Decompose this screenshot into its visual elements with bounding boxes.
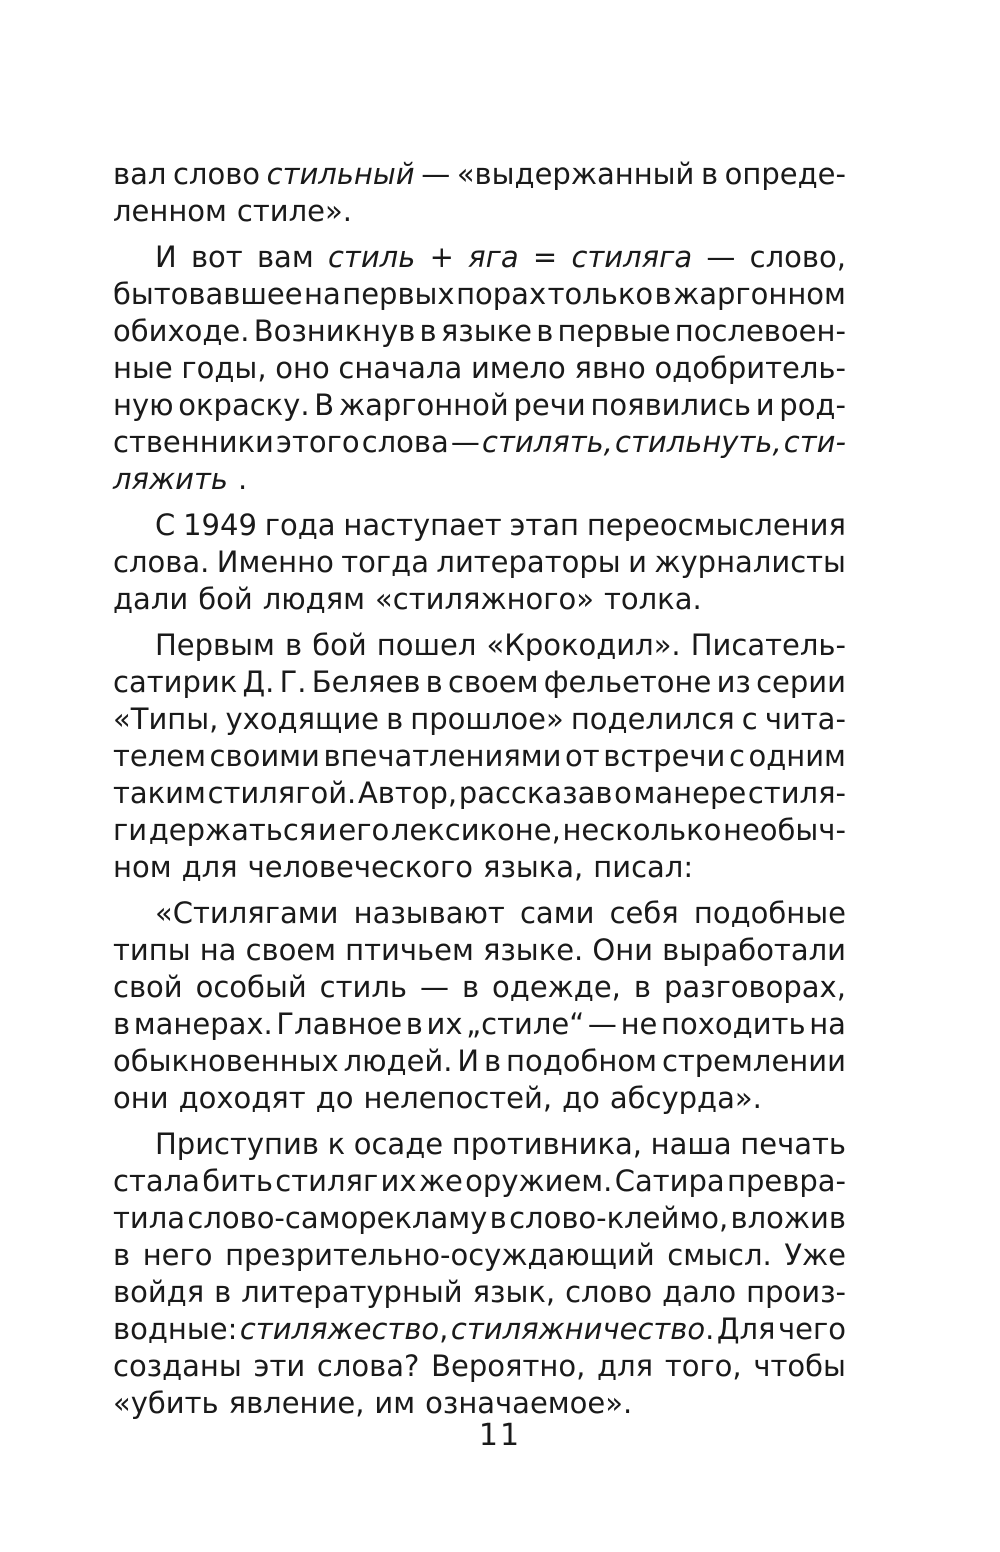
- word: стремлении: [661, 1044, 846, 1078]
- word: оружием.: [465, 1164, 613, 1198]
- word: явно: [574, 351, 646, 385]
- text-line: [113, 664, 846, 701]
- word: фельетоне: [543, 665, 712, 699]
- word: в: [405, 1007, 423, 1041]
- word: года: [264, 508, 336, 542]
- text-line: [113, 1006, 846, 1043]
- word: с: [728, 739, 745, 773]
- word: обыкновенных: [113, 1044, 339, 1078]
- text-line: [113, 1126, 846, 1163]
- word: себя: [609, 896, 679, 930]
- body-text: [113, 156, 846, 1422]
- word: стиля-: [747, 776, 846, 810]
- word: с: [741, 702, 758, 736]
- word: =: [532, 240, 558, 274]
- word: Главное: [276, 1007, 403, 1041]
- word: до: [562, 1081, 600, 1115]
- word: «убить: [113, 1386, 219, 1420]
- word: к: [327, 1127, 346, 1161]
- word: вложив: [730, 1201, 846, 1235]
- word: произ-: [746, 1275, 846, 1309]
- text-line: [113, 1080, 846, 1117]
- word: человеческого: [247, 850, 473, 884]
- word: Писатель-: [690, 628, 846, 662]
- word: и: [628, 545, 647, 579]
- word: людей.: [343, 1044, 453, 1078]
- paragraph-gap: [113, 230, 846, 239]
- word: до: [315, 1081, 354, 1115]
- word: слово-клеймо,: [509, 1201, 729, 1235]
- word: подобные: [693, 896, 846, 930]
- word: Первым: [155, 628, 275, 662]
- word: —: [419, 970, 449, 1004]
- word: языке: [440, 314, 532, 348]
- word: ги: [113, 813, 148, 847]
- word: первых: [342, 277, 455, 311]
- word: в: [425, 665, 443, 699]
- word: особый: [195, 970, 307, 1004]
- paragraph: [113, 239, 846, 498]
- word: в: [113, 1007, 131, 1041]
- word: сти-: [783, 425, 846, 459]
- word: стильнуть,: [615, 425, 782, 459]
- paragraph: [113, 507, 846, 618]
- word: ственники: [113, 425, 274, 459]
- word: в: [654, 277, 672, 311]
- text-line: [113, 544, 846, 581]
- word: в: [419, 314, 437, 348]
- word: смысл.: [667, 1238, 772, 1272]
- word: «выдержанный: [456, 157, 695, 191]
- word: окраску.: [178, 388, 310, 422]
- text-line: [113, 1311, 846, 1348]
- word: созданы: [113, 1349, 242, 1383]
- word: стиляг: [275, 1164, 379, 1198]
- word: слова.: [113, 545, 210, 579]
- word: оно: [275, 351, 330, 385]
- word: ные: [113, 351, 173, 385]
- word: они: [113, 1081, 169, 1115]
- word: для: [181, 850, 238, 884]
- word: бой: [312, 628, 367, 662]
- word: не: [620, 1007, 658, 1041]
- paragraph: [113, 1126, 846, 1422]
- word: из: [716, 665, 751, 699]
- word: уходящие: [225, 702, 380, 736]
- word: означаемое».: [425, 1386, 633, 1420]
- word: жаргонной: [338, 388, 509, 422]
- word: годы,: [181, 351, 267, 385]
- word: +: [429, 240, 454, 274]
- word: тогда: [341, 545, 429, 579]
- word: журналисты: [654, 545, 846, 579]
- word: лексиконе,: [390, 813, 561, 847]
- word: в: [214, 1275, 232, 1309]
- text-line: [113, 969, 846, 1006]
- word: манерах.: [133, 1007, 273, 1041]
- word: Автор,: [357, 776, 458, 810]
- word: стильный: [266, 157, 415, 191]
- paragraph-gap: [113, 886, 846, 895]
- word: свой: [113, 970, 183, 1004]
- word: литературный: [241, 1275, 463, 1309]
- word: своем: [245, 933, 337, 967]
- paragraph-gap: [113, 498, 846, 507]
- word: бой: [198, 582, 253, 616]
- word: стиляжничество.: [450, 1312, 715, 1346]
- word: чита-: [764, 702, 846, 736]
- word: тила: [113, 1201, 186, 1235]
- word: поделился: [570, 702, 735, 736]
- word: Приступив: [155, 1127, 319, 1161]
- word: типы: [113, 933, 191, 967]
- word: слово: [172, 157, 261, 191]
- word: обиходе.: [113, 314, 250, 348]
- word: водные:: [113, 1312, 238, 1346]
- paragraph: [113, 895, 846, 1117]
- word: стала: [113, 1164, 200, 1198]
- text-line: [113, 932, 846, 969]
- word: первые: [557, 314, 671, 348]
- word: от: [565, 739, 600, 773]
- word: несколько: [562, 813, 722, 847]
- word: Сатира: [614, 1164, 725, 1198]
- word: ную: [113, 388, 174, 422]
- word: походить: [661, 1007, 806, 1041]
- word: того,: [664, 1349, 742, 1383]
- word: о: [614, 776, 632, 810]
- word: сатирик: [113, 665, 238, 699]
- word: его: [338, 813, 390, 847]
- word: „стиле“: [466, 1007, 585, 1041]
- text-line: [113, 156, 846, 193]
- word: манере: [633, 776, 747, 810]
- word: —: [450, 425, 480, 459]
- word: «Стилягами: [155, 896, 339, 930]
- text-line: [113, 193, 846, 230]
- text-line: [113, 387, 846, 424]
- word: —: [421, 157, 451, 191]
- text-line: [113, 895, 846, 932]
- word: разговорах,: [663, 970, 846, 1004]
- word: доходят: [178, 1081, 306, 1115]
- word: одежде,: [492, 970, 621, 1004]
- text-line: [113, 1348, 846, 1385]
- word: Д.: [242, 665, 275, 699]
- word: встречи: [603, 739, 726, 773]
- word: опреде-: [724, 157, 846, 191]
- word: слова: [361, 425, 449, 459]
- word: бить: [202, 1164, 273, 1198]
- word: их: [426, 1007, 463, 1041]
- word: в: [536, 314, 554, 348]
- word: чтобы: [753, 1349, 846, 1383]
- paragraph: [113, 156, 846, 230]
- word: в: [461, 970, 480, 1004]
- word: выработали: [662, 933, 846, 967]
- word: вам: [256, 240, 314, 274]
- word: слово,: [749, 240, 846, 274]
- word: в: [113, 1238, 131, 1272]
- word: —: [587, 1007, 617, 1041]
- word: телем: [113, 739, 206, 773]
- word: на: [809, 1007, 846, 1041]
- text-line: [113, 1237, 846, 1274]
- word: своем: [448, 665, 539, 699]
- word: чего: [778, 1312, 846, 1346]
- word: дало: [662, 1275, 737, 1309]
- word: одним: [748, 739, 846, 773]
- word: наступает: [343, 508, 502, 542]
- word: слово: [565, 1275, 653, 1309]
- word: литераторы: [436, 545, 621, 579]
- word: печать: [740, 1127, 846, 1161]
- word: и: [755, 388, 775, 422]
- word: Вероятно,: [431, 1349, 586, 1383]
- word: толка.: [604, 582, 702, 616]
- word: ленном: [113, 194, 227, 228]
- word: 1949: [183, 508, 257, 542]
- text-line: [113, 738, 846, 775]
- word: языка,: [483, 850, 584, 884]
- word: стиляга: [571, 240, 693, 274]
- text-line: [113, 701, 846, 738]
- word: называют: [353, 896, 505, 930]
- word: речи: [513, 388, 586, 422]
- word: стиль: [319, 970, 407, 1004]
- word: осаде: [353, 1127, 444, 1161]
- text-line: [113, 775, 846, 812]
- word: вот: [190, 240, 243, 274]
- word: стилять,: [482, 425, 613, 459]
- text-line: [113, 812, 846, 849]
- text-line: [113, 1043, 846, 1080]
- text-line: [113, 849, 846, 886]
- text-line: [113, 581, 846, 618]
- word: наша: [650, 1127, 732, 1161]
- word: —: [706, 240, 736, 274]
- word: птичьем: [345, 933, 474, 967]
- word: стиляжество,: [239, 1312, 449, 1346]
- word: переосмысления: [586, 508, 846, 542]
- word: язык,: [472, 1275, 556, 1309]
- word: этого: [276, 425, 360, 459]
- word: род-: [779, 388, 846, 422]
- word: для: [597, 1349, 654, 1383]
- word: противника,: [451, 1127, 642, 1161]
- word: в: [633, 970, 651, 1004]
- text-line: [113, 461, 846, 498]
- word: бытовавшее: [113, 277, 303, 311]
- word: людям: [262, 582, 366, 616]
- word: серии: [756, 665, 846, 699]
- word: писал:: [593, 850, 694, 884]
- text-line: [113, 350, 846, 387]
- word: рассказав: [458, 776, 613, 810]
- word: в: [386, 702, 404, 736]
- paragraph-gap: [113, 618, 846, 627]
- word: явление,: [228, 1386, 365, 1420]
- word: же: [418, 1164, 463, 1198]
- word: Возникнув: [253, 314, 416, 348]
- text-line: [113, 507, 846, 544]
- text-line: [113, 1274, 846, 1311]
- word: вал: [113, 157, 167, 191]
- paragraph-gap: [113, 1117, 846, 1126]
- word: их: [380, 1164, 417, 1198]
- word: на: [199, 933, 237, 967]
- word: в: [489, 1201, 507, 1235]
- word: в: [285, 628, 303, 662]
- text-line: [113, 239, 846, 276]
- word: стиль: [327, 240, 416, 274]
- word: Уже: [784, 1238, 846, 1272]
- text-line: [113, 424, 846, 461]
- word: таким: [113, 776, 206, 810]
- word: «Крокодил».: [486, 628, 681, 662]
- word: Для: [716, 1312, 776, 1346]
- word: только: [547, 277, 654, 311]
- word: Именно: [216, 545, 334, 579]
- word: прошлое»: [410, 702, 564, 736]
- word: этап: [509, 508, 579, 542]
- word: дали: [113, 582, 189, 616]
- word: своими: [209, 739, 320, 773]
- word: «Типы,: [113, 702, 219, 736]
- word: послевоен-: [674, 314, 846, 348]
- word: абсурда».: [609, 1081, 762, 1115]
- word: Беляев: [311, 665, 421, 699]
- page-number: 11: [478, 1418, 522, 1453]
- word: ном: [113, 850, 172, 884]
- word: него: [142, 1238, 213, 1272]
- word: нелепостей,: [363, 1081, 553, 1115]
- word: подобном: [506, 1044, 658, 1078]
- word: презрительно-осуждающий: [225, 1238, 655, 1272]
- word: превра-: [727, 1164, 846, 1198]
- word: имело: [470, 351, 566, 385]
- word: сами: [519, 896, 595, 930]
- word: войдя: [113, 1275, 205, 1309]
- word: языке.: [482, 933, 584, 967]
- word: Они: [592, 933, 654, 967]
- word: необыч-: [722, 813, 846, 847]
- word: держаться: [148, 813, 317, 847]
- text-line: [113, 1163, 846, 1200]
- word: И: [155, 240, 177, 274]
- text-line: [113, 276, 846, 313]
- word: и: [317, 813, 337, 847]
- text-line: [113, 627, 846, 664]
- word: «стиляжного»: [375, 582, 594, 616]
- text-line: [113, 1200, 846, 1237]
- word: жаргонном: [673, 277, 846, 311]
- word: одобритель-: [654, 351, 846, 385]
- word: эти: [253, 1349, 306, 1383]
- word: Г.: [279, 665, 307, 699]
- text-line: [113, 1385, 846, 1422]
- text-line: [113, 313, 846, 350]
- word: стиле».: [236, 194, 352, 228]
- word: на: [304, 277, 341, 311]
- word: в: [700, 157, 719, 191]
- word: появились: [590, 388, 751, 422]
- word: И: [457, 1044, 480, 1078]
- word: в: [484, 1044, 502, 1078]
- word: В: [314, 388, 335, 422]
- word: пошел: [376, 628, 477, 662]
- word: порах: [456, 277, 547, 311]
- word: сначала: [338, 351, 463, 385]
- word: яга: [468, 240, 519, 274]
- word: С: [155, 508, 176, 542]
- word: слова?: [316, 1349, 420, 1383]
- paragraph: [113, 627, 846, 886]
- word: им: [374, 1386, 416, 1420]
- word: ляжить .: [113, 462, 248, 496]
- word: стилягой.: [207, 776, 357, 810]
- word: слово-саморекламу: [187, 1201, 488, 1235]
- word: впечатлениями: [323, 739, 562, 773]
